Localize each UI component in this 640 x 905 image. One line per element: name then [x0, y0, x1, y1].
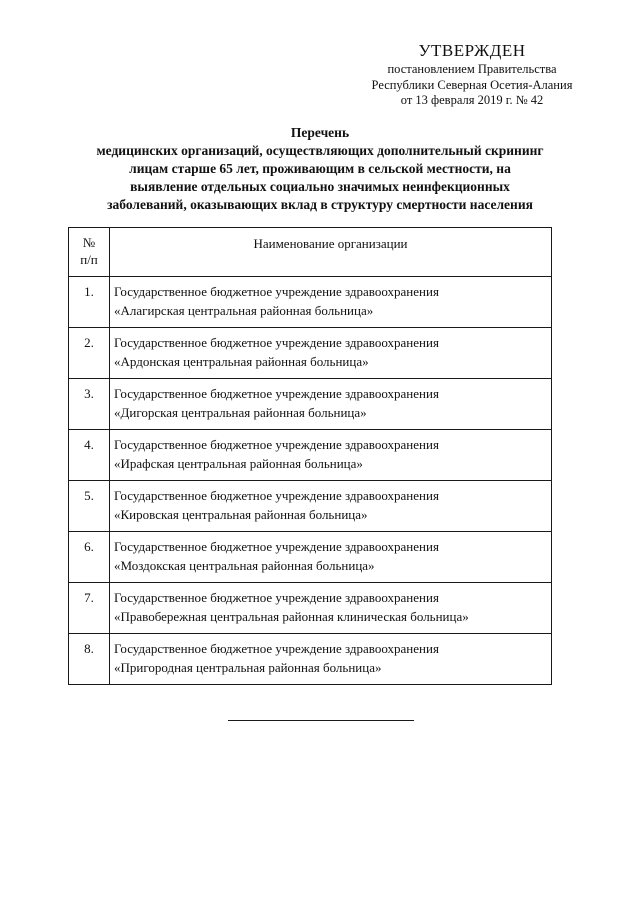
organization-type: Государственное бюджетное учреждение здравоохранения: [114, 488, 439, 503]
organization-name: [110, 583, 552, 634]
approval-line: Республики Северная Осетия-Алания: [371, 77, 573, 92]
organization-name: [110, 430, 552, 481]
organization-title: «Пригородная центральная районная больница»: [114, 660, 382, 675]
row-number: 4.: [69, 430, 110, 481]
organization-title: «Алагирская центральная районная больница»: [114, 303, 374, 318]
table-row: [69, 583, 552, 634]
header-name: Наименование организации: [110, 228, 552, 277]
organization-type: Государственное бюджетное учреждение здравоохранения: [114, 284, 439, 299]
approval-stamp: [352, 40, 592, 109]
organization-title: «Кировская центральная районная больница»: [114, 507, 368, 522]
closing-divider: [228, 720, 414, 721]
table-row: [69, 277, 552, 328]
document-title: [50, 124, 590, 214]
organization-name: [110, 379, 552, 430]
header-number-symbol: №: [82, 235, 96, 250]
table-row: [69, 328, 552, 379]
row-number: 6.: [69, 532, 110, 583]
table-row: [69, 532, 552, 583]
table-row: [69, 379, 552, 430]
table-header-row: [69, 228, 552, 277]
organization-title: «Правобережная центральная районная клиническая больница»: [114, 609, 469, 624]
organization-type: Государственное бюджетное учреждение здравоохранения: [114, 590, 439, 605]
row-number: 3.: [69, 379, 110, 430]
organization-title: «Моздокская центральная районная больница»: [114, 558, 375, 573]
organization-type: Государственное бюджетное учреждение здравоохранения: [114, 539, 439, 554]
organization-title: «Дигорская центральная районная больница»: [114, 405, 367, 420]
approved-heading: УТВЕРЖДЕН: [418, 41, 526, 60]
title-line: лицам старше 65 лет, проживающим в сельской местности, на: [129, 161, 511, 176]
header-number: [69, 228, 110, 277]
organization-title: «Ардонская центральная районная больница»: [114, 354, 369, 369]
title-heading: Перечень: [290, 125, 350, 140]
approval-date-line: от 13 февраля 2019 г. № 42: [400, 93, 544, 107]
organization-name: [110, 481, 552, 532]
organization-name: [110, 328, 552, 379]
header-number-abbr: п/п: [80, 252, 98, 267]
organization-type: Государственное бюджетное учреждение здравоохранения: [114, 437, 439, 452]
title-line: заболеваний, оказывающих вклад в структуру смертности населения: [107, 197, 533, 212]
row-number: 8.: [69, 634, 110, 685]
organization-type: Государственное бюджетное учреждение здравоохранения: [114, 386, 439, 401]
table-row: [69, 634, 552, 685]
organization-name: [110, 277, 552, 328]
organizations-table: [68, 227, 552, 685]
organization-name: [110, 634, 552, 685]
title-line: выявление отдельных социально значимых неинфекционных: [130, 179, 510, 194]
organization-type: Государственное бюджетное учреждение здравоохранения: [114, 335, 439, 350]
organization-type: Государственное бюджетное учреждение здравоохранения: [114, 641, 439, 656]
table-row: [69, 430, 552, 481]
row-number: 7.: [69, 583, 110, 634]
row-number: 1.: [69, 277, 110, 328]
table-row: [69, 481, 552, 532]
organization-title: «Ирафская центральная районная больница»: [114, 456, 363, 471]
row-number: 2.: [69, 328, 110, 379]
approval-line: постановлением Правительства: [387, 62, 557, 76]
title-line: медицинских организаций, осуществляющих дополнительный скрининг: [96, 143, 544, 158]
row-number: 5.: [69, 481, 110, 532]
organization-name: [110, 532, 552, 583]
